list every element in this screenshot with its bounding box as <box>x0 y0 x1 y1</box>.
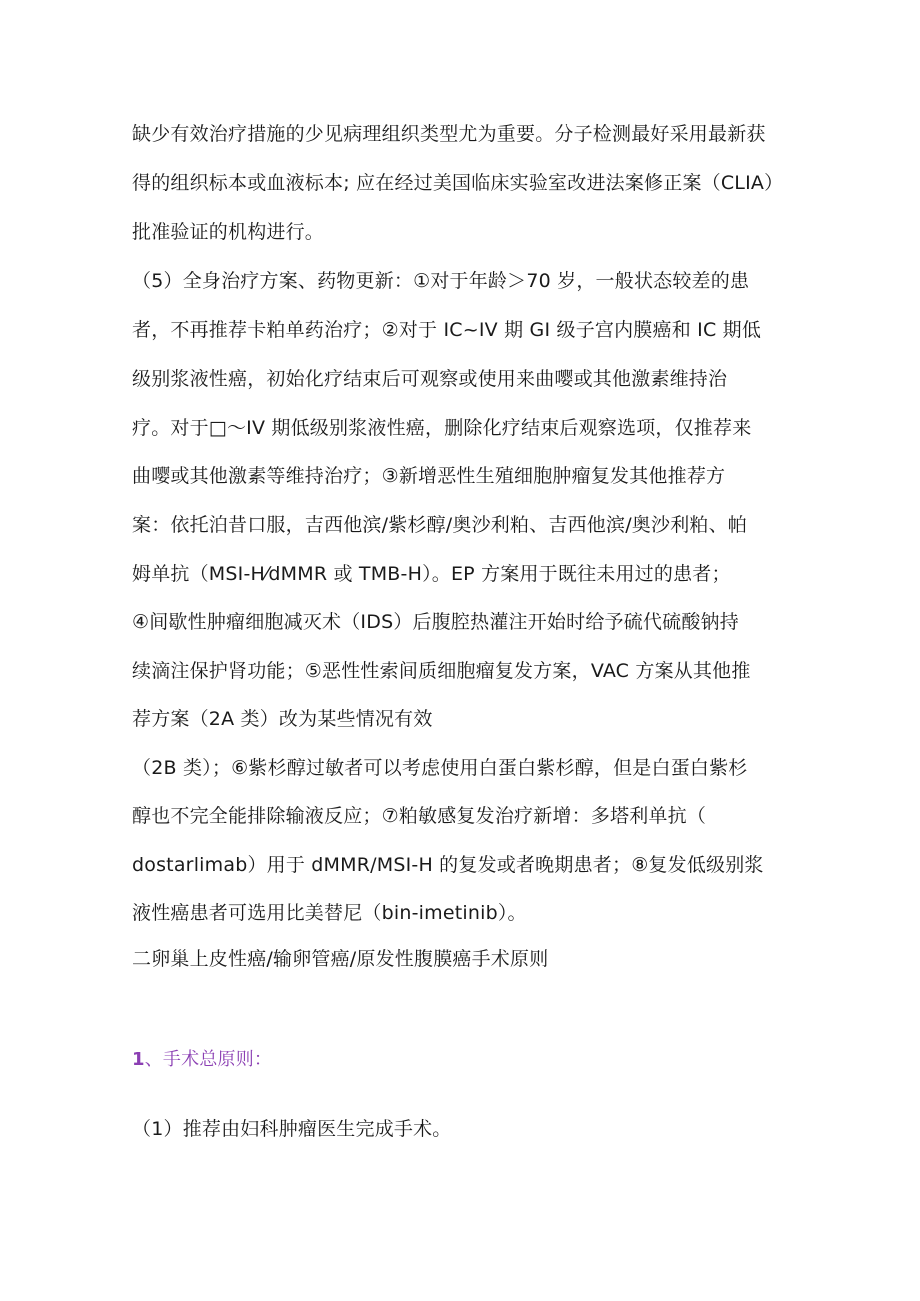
paragraph-line: dostarlimab）用于 dMMR/MSI-H 的复发或者晚期患者；⑧复发低级别浆 <box>132 854 764 876</box>
paragraph-line: 液性癌患者可选用比美替尼（bin-imetinib）。 <box>132 902 527 924</box>
paragraph-line: （2B 类）；⑥紫杉醇过敏者可以考虑使用白蛋白紫杉醇，但是白蛋白紫杉 <box>132 757 748 779</box>
paragraph-line: 级别浆液性癌，初始化疗结束后可观察或使用来曲嘤或其他激素维持治 <box>132 368 728 390</box>
section-heading-text: 、手术总原则： <box>144 1049 273 1070</box>
paragraph-line: 批准验证的机构进行。 <box>132 221 325 243</box>
paragraph-line: ④间歇性肿瘤细胞减灭术（IDS）后腹腔热灌注开始时给予硫代硫酸钠持 <box>132 611 739 633</box>
paragraph-line: 姆单抗（MSI-H⁄dMMR 或 TMB-H）。EP 方案用于既往未用过的患者； <box>132 563 731 585</box>
paragraph-line: 续滴注保护肾功能；⑤恶性性索间质细胞瘤复发方案，VAC 方案从其他推 <box>132 660 751 682</box>
paragraph-line: 疗。对于□～IV 期低级别浆液性癌，删除化疗结束后观察选项，仅推荐来 <box>132 417 752 439</box>
paragraph-line: 曲嘤或其他激素等维持治疗；③新增恶性生殖细胞肿瘤复发其他推荐方 <box>132 465 726 487</box>
paragraph-line: （5）全身治疗方案、药物更新：①对于年龄＞70 岁，一般状态较差的患 <box>132 270 750 292</box>
paragraph-line: 得的组织标本或血液标本; 应在经过美国临床实验室改进法案修正案（CLIA） <box>132 172 784 194</box>
paragraph-line: 荐方案（2A 类）改为某些情况有效 <box>132 708 433 730</box>
paragraph-line: 缺少有效治疗措施的少见病理组织类型尤为重要。分子检测最好采用最新获 <box>132 123 766 145</box>
section-title: 二卵巢上皮性癌/输卵管癌/原发性腹膜癌手术原则 <box>132 948 549 970</box>
sub-item: （1）推荐由妇科肿瘤医生完成手术。 <box>132 1118 452 1140</box>
section-heading-number: 1 <box>132 1049 145 1070</box>
section-heading <box>132 1047 272 1073</box>
paragraph-line: 者，不再推荐卡粕单药治疗；②对于 IC~IV 期 GI 级子宫内膜癌和 IC 期低 <box>132 319 762 341</box>
paragraph-line: 案：依托泊昔口服，吉西他滨/紫杉醇/奥沙利粕、吉西他滨/奥沙利粕、帕 <box>132 514 748 536</box>
paragraph-line: 醇也不完全能排除输液反应；⑦粕敏感复发治疗新增：多塔利单抗（ <box>132 805 707 827</box>
